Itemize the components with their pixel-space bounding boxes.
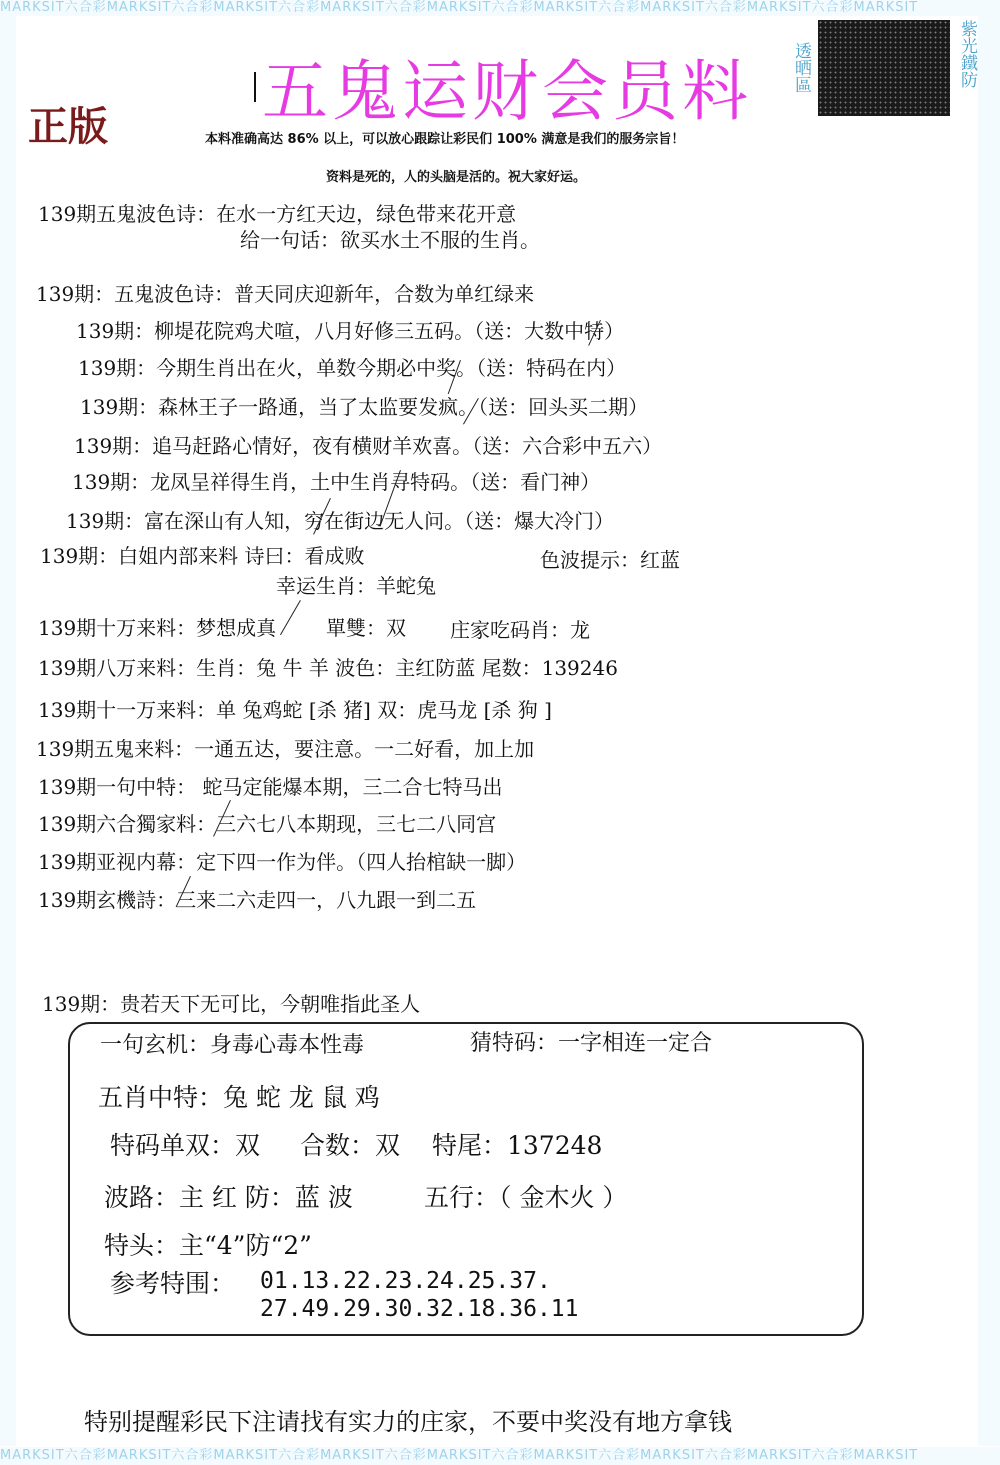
line-dealer-zodiac: 庄家吃码肖：龙 [450, 618, 590, 642]
line-poem-new-year: 139期：五鬼波色诗：普天同庆迎新年，合数为单红绿来 [36, 282, 535, 306]
line-atv-inside: 139期亚视内幕：定下四一作为伴。（四人抬棺缺一脚） [38, 850, 527, 874]
box-wave: 波路：主 红 防：蓝 波 [104, 1183, 353, 1212]
box-elements: 五行：（ 金木火 ） [424, 1183, 628, 1212]
line-one-sentence-special: 139期一句中特： 蛇马定能爆本期，三二合七特马出 [38, 775, 503, 799]
watermark-border-right [978, 16, 1000, 1446]
line-poem-1: 139期：柳堤花院鸡犬喧，八月好修三五码。（送：大数中特） [76, 319, 625, 343]
line-poem-4: 139期：追马赶路心情好，夜有横财羊欢喜。（送：六合彩中五六） [74, 434, 663, 458]
box-riddle: 一句玄机：身毒心毒本性毒 [100, 1033, 365, 1058]
genuine-badge: 正版 [28, 103, 108, 150]
tagline-accuracy: 本料准确高达 86% 以上，可以放心跟踪让彩民们 100% 满意是我们的服务宗旨！ [205, 132, 685, 147]
anti-counterfeit-label-right: 紫光鐵防 [957, 20, 977, 88]
line-odd-even: 單雙：双 [326, 616, 406, 640]
line-poem-5: 139期：龙凤呈祥得生肖，土中生肖寻特码。（送：看门神） [72, 470, 601, 494]
line-110k-source: 139期十一万来料：单 兔鸡蛇 [杀 猪] 双：虎马龙 [杀 狗 ] [38, 698, 552, 722]
line-exclusive-source: 139期六合獨家料：三六七八本期现，三七二八同宫 [38, 812, 497, 836]
line-poem-2: 139期：今期生肖出在火，单数今期必中奖。（送：特码在内） [78, 356, 627, 380]
box-odd-even: 特码单双：双 [110, 1131, 261, 1160]
watermark-border-bottom: MARKSIT六合彩MARKSIT六合彩MARKSIT六合彩MARKSIT六合彩MARKSIT六合彩MARKSIT六合彩MARKSIT六合彩MARKSIT六合彩MARKSIT [0, 1447, 1000, 1465]
line-noble: 139期：贵若天下无可比，今朝唯指此圣人 [42, 992, 421, 1016]
title-divider [254, 72, 256, 102]
pen-mark [280, 600, 301, 635]
line-white-sister: 139期：白姐内部来料 诗曰：看成败 [40, 544, 365, 568]
box-tail: 特尾：137248 [432, 1131, 603, 1160]
line-color-hint: 色波提示：红蓝 [540, 548, 680, 572]
footer-reminder: 特别提醒彩民下注请找有实力的庄家，不要中奖没有地方拿钱 [84, 1408, 732, 1436]
line-lucky-zodiac: 幸运生肖：羊蛇兔 [276, 574, 436, 598]
line-one-sentence: 给一句话：欲买水土不服的生肖。 [240, 228, 540, 252]
box-head: 特头：主“4”防“2” [104, 1231, 312, 1260]
box-five-zodiac: 五肖中特：兔 蛇 龙 鼠 鸡 [98, 1083, 380, 1112]
line-poem-wave: 139期五鬼波色诗：在水一方红天边，绿色带来花开意 [38, 202, 517, 226]
line-five-ghost-source: 139期五鬼来料：一通五达，要注意。一二好看，加上加 [36, 737, 535, 761]
anti-counterfeit-label-left: 透晒區 [791, 42, 811, 93]
tagline-luck: 资料是死的，人的头脑是活的。祝大家好运。 [326, 170, 587, 185]
anti-counterfeit-stamp [818, 20, 950, 116]
line-poem-6: 139期：富在深山有人知，穷在街边无人问。（送：爆大冷门） [66, 509, 615, 533]
line-mystic-poem: 139期玄機詩：三来二六走四一，八九跟一到二五 [38, 888, 477, 912]
box-range-row-2: 27.49.29.30.32.18.36.11 [260, 1296, 579, 1322]
page-title: 五鬼运财会员料 [262, 53, 752, 130]
watermark-border-top: MARKSIT六合彩MARKSIT六合彩MARKSIT六合彩MARKSIT六合彩MARKSIT六合彩MARKSIT六合彩MARKSIT六合彩MARKSIT六合彩MARKSIT [0, 0, 1000, 16]
line-80k-source: 139期八万来料：生肖：兔 牛 羊 波色：主红防蓝 尾数：139246 [38, 656, 618, 680]
watermark-border-left [0, 16, 16, 1446]
line-100k-source: 139期十万来料：梦想成真 [38, 616, 277, 640]
box-sum: 合数：双 [300, 1131, 401, 1160]
box-range-row-1: 01.13.22.23.24.25.37. [260, 1268, 551, 1294]
box-guess: 猜特码：一字相连一定合 [470, 1031, 713, 1056]
line-poem-3: 139期：森林王子一路通，当了太监要发疯。（送：回头买二期） [80, 395, 649, 419]
box-range-label: 参考特围： [110, 1269, 236, 1298]
